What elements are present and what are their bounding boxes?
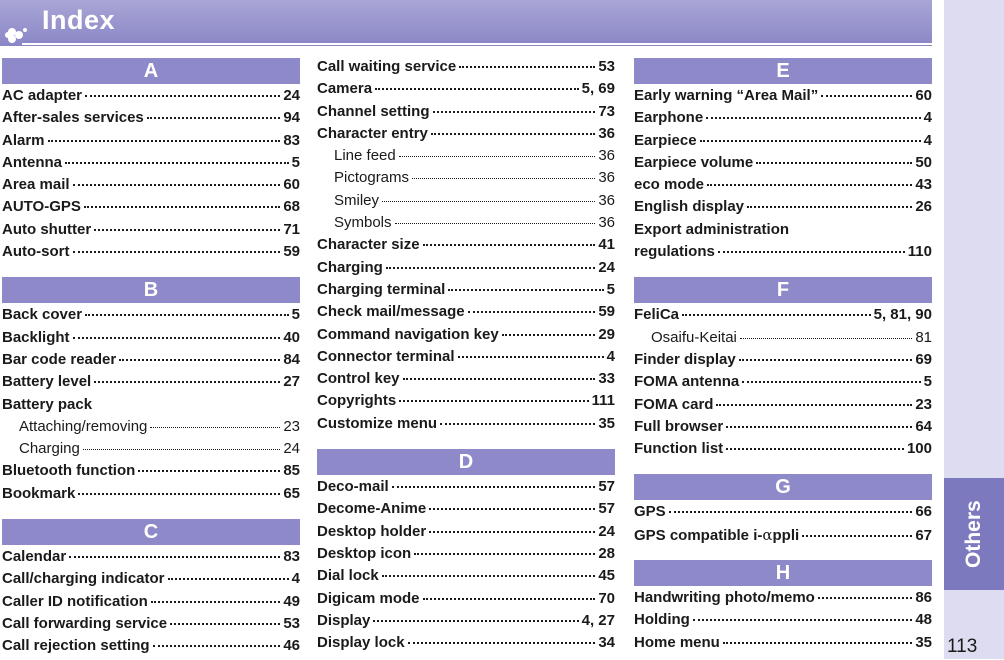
entry-term: eco mode — [634, 176, 705, 194]
entry-term: AC adapter — [2, 87, 83, 104]
dot-leader — [739, 359, 913, 361]
index-entry-copyrights[interactable] — [317, 392, 615, 414]
dot-leader — [150, 427, 280, 428]
entry-page-ref[interactable]: 27 — [283, 373, 300, 391]
entry-page-ref[interactable]: 85 — [283, 462, 300, 480]
entry-term: Deco-mail — [317, 478, 389, 496]
entry-term: regulations — [634, 243, 715, 261]
entry-page-ref[interactable]: 4, 27 — [581, 611, 615, 629]
section-tab-label: Others — [962, 500, 985, 568]
entry-term: Export administration — [634, 220, 790, 238]
entry-term: Charging terminal — [317, 280, 446, 298]
entry-page-ref[interactable]: 40 — [283, 328, 300, 346]
dot-leader — [138, 470, 280, 472]
section-gap — [317, 437, 615, 449]
index-entry-connector-terminal[interactable] — [317, 348, 615, 370]
dot-leader — [429, 508, 595, 510]
index-entry-charging[interactable] — [317, 259, 615, 281]
index-entry-charging-terminal[interactable] — [317, 281, 615, 303]
index-entry-ac-adapter[interactable] — [2, 87, 300, 109]
entry-page-ref[interactable]: 57 — [598, 478, 615, 496]
entry-term: Call waiting service — [317, 58, 457, 75]
dot-leader — [73, 184, 281, 186]
index-entry-handwriting-photo-memo[interactable] — [634, 589, 932, 611]
entry-term: FeliCa — [634, 306, 680, 324]
index-entry-english-display[interactable] — [634, 198, 932, 220]
section-gap — [634, 265, 932, 277]
index-entry-foma-antenna[interactable] — [634, 373, 932, 395]
index-entry-battery-level[interactable] — [2, 373, 300, 395]
entry-page-ref[interactable]: 5 — [291, 153, 300, 171]
index-entry-function-list[interactable] — [634, 440, 932, 462]
entry-term: Bookmark — [2, 484, 76, 502]
entry-term: Charging — [317, 258, 383, 276]
index-entry-export-administration[interactable] — [634, 221, 932, 243]
dot-leader — [706, 117, 920, 119]
entry-page-ref[interactable]: 26 — [915, 198, 932, 216]
entry-term: English display — [634, 198, 745, 216]
entry-page-ref[interactable]: 73 — [598, 102, 615, 120]
dot-leader — [153, 645, 281, 647]
entry-page-ref[interactable]: 36 — [598, 124, 615, 142]
section-gap — [2, 265, 300, 277]
dot-leader — [408, 642, 596, 644]
dot-leader — [399, 400, 588, 402]
index-entry-digicam-mode[interactable] — [317, 590, 615, 612]
entry-term: Osaifu-Keitai — [651, 328, 737, 346]
index-entry-eco-mode[interactable] — [634, 176, 932, 198]
entry-page-ref[interactable]: 35 — [915, 633, 932, 651]
index-entry-channel-setting[interactable] — [317, 103, 615, 125]
entry-page-ref[interactable]: 34 — [598, 634, 615, 652]
dot-leader — [459, 66, 595, 68]
dot-leader — [718, 251, 905, 253]
entry-term: Earpiece — [634, 131, 697, 149]
entry-page-ref[interactable]: 69 — [915, 350, 932, 368]
entry-term: AUTO-GPS — [2, 198, 81, 216]
entry-page-ref[interactable]: 24 — [598, 522, 615, 540]
page-header — [0, 0, 932, 46]
section-header-b: B — [2, 277, 300, 303]
dot-leader — [119, 359, 280, 361]
index-entry-character-size[interactable] — [317, 236, 615, 258]
entry-term: Command navigation key — [317, 325, 499, 343]
entry-page-ref[interactable]: 36 — [598, 147, 615, 165]
entry-term: Pictograms — [334, 169, 410, 187]
dot-leader — [740, 338, 912, 339]
entry-term: Alarm — [2, 131, 45, 149]
entry-page-ref[interactable]: 86 — [915, 589, 932, 607]
entry-term: Display lock — [317, 634, 405, 652]
entry-term: Battery pack — [2, 395, 93, 413]
entry-page-ref[interactable]: 24 — [598, 258, 615, 276]
index-entry-holding[interactable] — [634, 611, 932, 633]
entry-term: Copyrights — [317, 392, 397, 410]
entry-term: Handwriting photo/memo — [634, 589, 815, 607]
index-entry-decome-anime[interactable] — [317, 500, 615, 522]
index-entry-charging[interactable] — [2, 440, 300, 462]
index-entry-call-rejection-setting[interactable] — [2, 637, 300, 659]
dot-leader — [448, 289, 603, 291]
dot-leader — [65, 162, 289, 164]
page-title: Index — [42, 5, 116, 35]
entry-page-ref[interactable]: 59 — [598, 303, 615, 321]
index-entry-control-key[interactable] — [317, 370, 615, 392]
index-entry-attaching-removing[interactable] — [2, 418, 300, 440]
entry-page-ref[interactable]: 57 — [598, 500, 615, 518]
index-entry-earpiece-volume[interactable] — [634, 154, 932, 176]
entry-page-ref[interactable]: 71 — [283, 220, 300, 238]
dot-leader — [723, 642, 912, 644]
index-entry-customize-menu[interactable] — [317, 415, 615, 437]
dot-leader — [94, 229, 280, 231]
dot-leader — [433, 111, 596, 113]
dot-leader — [412, 178, 595, 179]
entry-page-ref[interactable]: 41 — [598, 236, 615, 254]
dot-leader — [84, 206, 280, 208]
section-header-e: E — [634, 58, 932, 84]
entry-term: Finder display — [634, 350, 736, 368]
section-header-f: F — [634, 277, 932, 303]
index-entry-foma-card[interactable] — [634, 396, 932, 418]
index-entry-check-mail-message[interactable] — [317, 303, 615, 325]
index-entry-desktop-icon[interactable] — [317, 545, 615, 567]
entry-page-ref[interactable]: 64 — [915, 417, 932, 435]
dot-leader — [716, 404, 912, 406]
index-entry-caller-id-notification[interactable] — [2, 593, 300, 615]
entry-page-ref[interactable]: 5, 81, 90 — [873, 306, 932, 324]
entry-term: Area mail — [2, 176, 70, 194]
entry-term: Holding — [634, 611, 690, 629]
index-entry-felica[interactable] — [634, 306, 932, 328]
entry-page-ref[interactable]: 23 — [915, 395, 932, 413]
index-entry-back-cover[interactable] — [2, 306, 300, 328]
section-gap — [634, 462, 932, 474]
entry-term: Earphone — [634, 109, 704, 127]
entry-term: Function list — [634, 440, 724, 458]
entry-page-ref[interactable]: 28 — [598, 544, 615, 562]
entry-term: Camera — [317, 80, 373, 98]
entry-page-ref[interactable]: 111 — [591, 392, 615, 410]
index-entry-bluetooth-function[interactable] — [2, 462, 300, 484]
entry-page-ref[interactable]: 50 — [915, 153, 932, 171]
entry-term: Display — [317, 611, 371, 629]
entry-page-ref[interactable]: 66 — [915, 503, 932, 521]
entry-page-ref[interactable]: 48 — [915, 611, 932, 629]
section-header-h: H — [634, 560, 932, 586]
entry-term: Check mail/message — [317, 303, 465, 321]
index-entry-gps[interactable] — [634, 503, 932, 525]
index-entry-backlight[interactable] — [2, 329, 300, 351]
dot-leader — [458, 356, 604, 358]
entry-term: Smiley — [334, 191, 380, 209]
entry-term: Desktop icon — [317, 544, 412, 562]
dot-leader — [73, 337, 281, 339]
dot-leader — [151, 601, 280, 603]
dot-leader — [395, 223, 596, 224]
index-entry-calendar[interactable] — [2, 548, 300, 570]
entry-page-ref[interactable]: 49 — [283, 592, 300, 610]
entry-term: Calendar — [2, 548, 67, 566]
entry-page-ref[interactable]: 5 — [606, 280, 615, 298]
index-entry-battery-pack[interactable] — [2, 396, 300, 418]
entry-term: Decome-Anime — [317, 500, 427, 518]
entry-page-ref[interactable]: 46 — [283, 637, 300, 655]
entry-page-ref[interactable]: 60 — [283, 176, 300, 194]
index-entry-home-menu[interactable] — [634, 634, 932, 656]
index-entry-call-forwarding-service[interactable] — [2, 615, 300, 637]
index-entry-smiley[interactable] — [317, 192, 615, 214]
dot-leader — [85, 314, 289, 316]
entry-page-ref[interactable]: 70 — [598, 589, 615, 607]
entry-term: Attaching/removing — [19, 417, 148, 435]
entry-page-ref[interactable]: 29 — [598, 325, 615, 343]
entry-page-ref[interactable]: 68 — [283, 198, 300, 216]
dot-leader — [382, 575, 596, 577]
dot-leader — [431, 133, 595, 135]
entry-page-ref[interactable]: 5 — [923, 373, 932, 391]
entry-term: Desktop holder — [317, 522, 427, 540]
dot-leader — [375, 88, 579, 90]
index-entry-regulations[interactable] — [634, 243, 932, 265]
entry-page-ref[interactable]: 53 — [283, 614, 300, 632]
entry-page-ref[interactable]: 83 — [283, 548, 300, 566]
index-column-3 — [634, 58, 932, 656]
dot-leader — [386, 267, 595, 269]
index-entry-dial-lock[interactable] — [317, 567, 615, 589]
dot-leader — [502, 334, 596, 336]
entry-page-ref[interactable]: 43 — [915, 176, 932, 194]
index-entry-character-entry[interactable] — [317, 125, 615, 147]
entry-page-ref[interactable]: 94 — [283, 109, 300, 127]
entry-page-ref[interactable]: 4 — [923, 131, 932, 149]
entry-term: Customize menu — [317, 414, 438, 432]
dot-leader — [726, 426, 912, 428]
dot-leader — [170, 623, 280, 625]
index-entry-earpiece[interactable] — [634, 132, 932, 154]
dot-leader — [726, 448, 904, 450]
dot-leader — [403, 378, 596, 380]
section-gap — [634, 548, 932, 560]
index-entry-auto-shutter[interactable] — [2, 221, 300, 243]
index-entry-after-sales-services[interactable] — [2, 109, 300, 131]
index-entry-full-browser[interactable] — [634, 418, 932, 440]
entry-term: Call forwarding service — [2, 614, 168, 632]
dot-leader — [168, 578, 289, 580]
entry-page-ref[interactable]: 53 — [598, 58, 615, 75]
entry-term: Bluetooth function — [2, 462, 136, 480]
index-entry-call-charging-indicator[interactable] — [2, 570, 300, 592]
dot-leader — [423, 598, 596, 600]
entry-term: FOMA antenna — [634, 373, 740, 391]
index-entry-desktop-holder[interactable] — [317, 523, 615, 545]
dot-leader — [78, 493, 280, 495]
entry-page-ref[interactable]: 65 — [283, 484, 300, 502]
alpha-glyph: α — [762, 525, 773, 544]
page-number: 113 — [947, 636, 978, 657]
entry-page-ref[interactable]: 36 — [598, 191, 615, 209]
index-entry-bookmark[interactable] — [2, 485, 300, 507]
index-entry-call-waiting-service[interactable] — [317, 58, 615, 80]
index-entry-finder-display[interactable] — [634, 351, 932, 373]
dot-leader — [147, 117, 281, 119]
index-entry-earphone[interactable] — [634, 109, 932, 131]
dot-leader — [373, 620, 578, 622]
dot-leader — [414, 553, 595, 555]
dot-leader — [821, 95, 912, 97]
entry-page-ref[interactable]: 100 — [906, 440, 932, 458]
entry-term: Dial lock — [317, 567, 379, 585]
dot-leader — [669, 511, 913, 513]
dot-leader — [682, 314, 871, 316]
dot-leader — [440, 423, 595, 425]
dot-leader — [802, 535, 912, 537]
entry-page-ref[interactable]: 60 — [915, 87, 932, 104]
entry-page-ref[interactable]: 5, 69 — [581, 80, 615, 98]
entry-term: Channel setting — [317, 102, 430, 120]
entry-page-ref[interactable]: 36 — [598, 169, 615, 187]
entry-page-ref[interactable]: 83 — [283, 131, 300, 149]
entry-term: Charging — [19, 440, 80, 458]
entry-term: Connector terminal — [317, 347, 455, 365]
entry-term: After-sales services — [2, 109, 144, 127]
entry-term: Call/charging indicator — [2, 570, 165, 588]
entry-term: GPS — [634, 503, 666, 521]
entry-page-ref[interactable]: 67 — [915, 526, 932, 544]
entry-term: Control key — [317, 370, 400, 388]
entry-page-ref[interactable]: 23 — [283, 417, 300, 435]
index-entry-early-warning-area-mail[interactable] — [634, 87, 932, 109]
entry-page-ref[interactable]: 33 — [598, 370, 615, 388]
entry-page-ref[interactable]: 4 — [291, 570, 300, 588]
dot-leader — [94, 381, 280, 383]
entry-term: Back cover — [2, 306, 83, 324]
index-entry-deco-mail[interactable] — [317, 478, 615, 500]
section-header-g: G — [634, 474, 932, 500]
index-entry-camera[interactable] — [317, 80, 615, 102]
entry-term: Character size — [317, 236, 420, 254]
entry-page-ref[interactable]: 4 — [606, 347, 615, 365]
index-entry-display-lock[interactable] — [317, 634, 615, 656]
index-entry-gps-compatible-i-ppli[interactable] — [634, 526, 932, 548]
entry-page-ref[interactable]: 35 — [598, 414, 615, 432]
entry-page-ref[interactable]: 4 — [923, 109, 932, 127]
dot-leader — [707, 184, 912, 186]
dot-leader — [468, 311, 596, 313]
dot-leader — [742, 381, 920, 383]
section-header-d: D — [317, 449, 615, 475]
index-entry-pictograms[interactable] — [317, 169, 615, 191]
entry-page-ref[interactable]: 24 — [283, 440, 300, 458]
index-entry-bar-code-reader[interactable] — [2, 351, 300, 373]
entry-term: Early warning “Area Mail” — [634, 87, 819, 104]
index-entry-display[interactable] — [317, 612, 615, 634]
dot-leader — [399, 156, 596, 157]
index-entry-alarm[interactable] — [2, 132, 300, 154]
entry-page-ref[interactable]: 5 — [291, 306, 300, 324]
dot-leader — [85, 95, 280, 97]
index-entry-auto-sort[interactable] — [2, 243, 300, 265]
entry-term: Character entry — [317, 124, 428, 142]
entry-term: Auto-sort — [2, 243, 70, 261]
entry-term: Auto shutter — [2, 220, 92, 238]
entry-term: Caller ID notification — [2, 592, 148, 610]
dot-leader — [392, 486, 596, 488]
index-entry-symbols[interactable] — [317, 214, 615, 236]
entry-page-ref[interactable]: 24 — [283, 87, 300, 104]
entry-page-ref[interactable]: 84 — [283, 350, 300, 368]
entry-term: Bar code reader — [2, 350, 117, 368]
entry-page-ref[interactable]: 110 — [907, 243, 932, 261]
entry-page-ref[interactable]: 81 — [915, 328, 932, 346]
entry-term: Line feed — [334, 147, 396, 165]
section-gap — [2, 507, 300, 519]
entry-page-ref[interactable]: 36 — [598, 214, 615, 232]
dot-leader — [69, 556, 280, 558]
dot-leader — [48, 140, 281, 142]
entry-term: Symbols — [334, 214, 392, 232]
index-column-1 — [2, 58, 300, 660]
index-entry-osaifu-keitai[interactable] — [634, 329, 932, 351]
entry-term: Full browser — [634, 417, 724, 435]
entry-term: Call rejection setting — [2, 637, 150, 655]
index-entry-auto-gps[interactable] — [2, 198, 300, 220]
dot-leader — [429, 531, 595, 533]
dot-leader — [756, 162, 912, 164]
dot-leader — [818, 597, 912, 599]
section-header-c: C — [2, 519, 300, 545]
dot-leader — [747, 206, 912, 208]
entry-term: GPS compatible i-αppli — [634, 525, 800, 544]
entry-term: Digicam mode — [317, 589, 420, 607]
entry-term: Earpiece volume — [634, 153, 754, 171]
section-header-a: A — [2, 58, 300, 84]
index-entry-line-feed[interactable] — [317, 147, 615, 169]
entry-page-ref[interactable]: 45 — [598, 567, 615, 585]
index-entry-area-mail[interactable] — [2, 176, 300, 198]
dot-leader — [73, 251, 281, 253]
entry-term: Antenna — [2, 153, 62, 171]
dot-leader — [700, 140, 921, 142]
entry-term: Battery level — [2, 373, 92, 391]
dot-leader — [693, 619, 912, 621]
index-column-2 — [317, 58, 615, 656]
index-entry-command-navigation-key[interactable] — [317, 326, 615, 348]
index-entry-antenna[interactable] — [2, 154, 300, 176]
entry-page-ref[interactable]: 59 — [283, 243, 300, 261]
entry-term: Backlight — [2, 328, 70, 346]
header-underline — [22, 43, 932, 45]
entry-term: Home menu — [634, 633, 720, 651]
dot-leader — [382, 201, 595, 202]
dot-leader — [423, 244, 596, 246]
entry-term: FOMA card — [634, 395, 714, 413]
dot-leader — [83, 449, 280, 450]
